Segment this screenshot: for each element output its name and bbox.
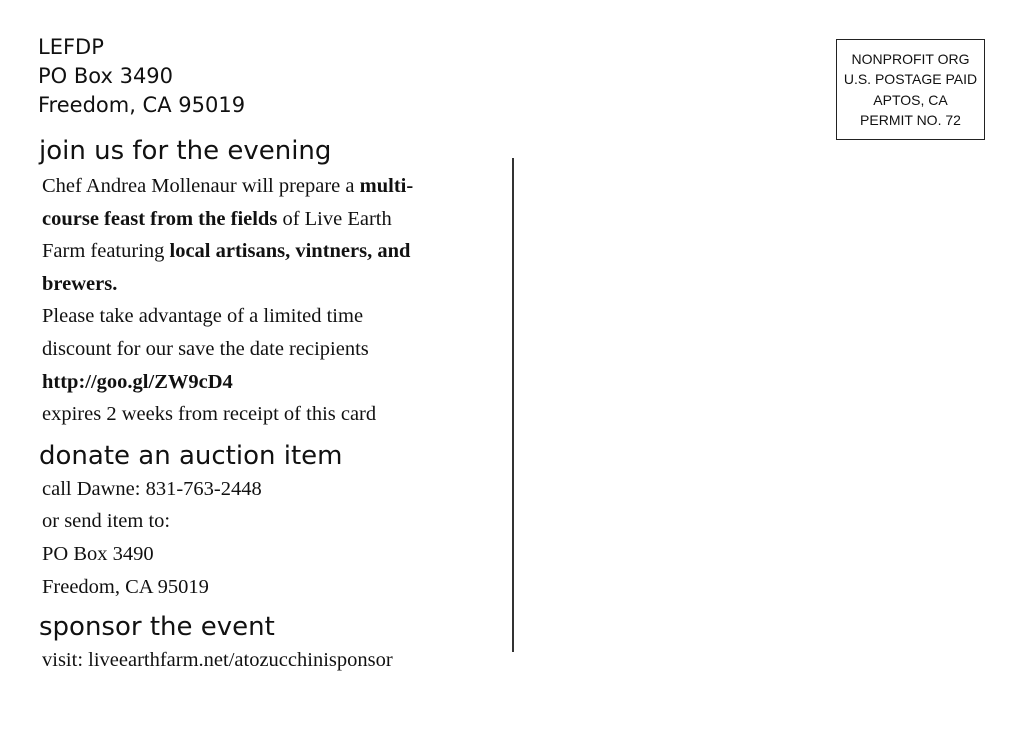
- join-line-4-bold: brewers.: [42, 272, 118, 295]
- postage-line-2: U.S. POSTAGE PAID: [843, 71, 978, 87]
- sponsor-heading: sponsor the event: [39, 612, 275, 643]
- join-line-3-bold: local artisans, vintners, and: [169, 240, 411, 263]
- message-section: [39, 134, 512, 677]
- postage-line-3: APTOS, CA: [873, 91, 948, 108]
- donate-send: or send item to:: [42, 510, 171, 533]
- return-address: [38, 33, 245, 120]
- sponsor-visit: visit: liveearthfarm.net/atozucchinisponsor: [42, 649, 393, 672]
- join-line-1: [42, 170, 512, 203]
- donate-call: call Dawne: 831-763-2448: [42, 477, 262, 500]
- return-street: PO Box 3490: [38, 64, 174, 88]
- join-line-2: [42, 203, 512, 236]
- join-line-5: Please take advantage of a limited time: [42, 305, 364, 328]
- donate-heading: donate an auction item: [39, 440, 343, 471]
- join-line-4: [42, 268, 512, 301]
- join-heading: join us for the evening: [39, 136, 332, 166]
- join-line-1-text: Chef Andrea Mollenaur will prepare a: [42, 175, 360, 197]
- postage-indicia: [836, 39, 985, 140]
- discount-link[interactable]: http://goo.gl/ZW9cD4: [42, 370, 233, 393]
- postcard-divider: [512, 158, 514, 652]
- postage-line-1: NONPROFIT ORG: [851, 50, 970, 67]
- postage-line-4: PERMIT NO. 72: [860, 112, 961, 128]
- join-line-2-bold: course feast from the fields: [42, 207, 278, 230]
- donate-street: PO Box 3490: [42, 542, 154, 565]
- join-line-1-bold: multi-: [359, 175, 414, 197]
- expires-text: expires 2 weeks from receipt of this card: [42, 403, 377, 426]
- join-line-2-text: of Live Earth: [277, 207, 392, 230]
- return-city: Freedom, CA 95019: [38, 93, 246, 117]
- return-org: LEFDP: [38, 35, 104, 59]
- join-line-3: [42, 235, 512, 268]
- donate-city: Freedom, CA 95019: [42, 575, 209, 598]
- join-line-3-text: Farm featuring: [42, 240, 170, 263]
- join-line-6: discount for our save the date recipients: [42, 337, 369, 360]
